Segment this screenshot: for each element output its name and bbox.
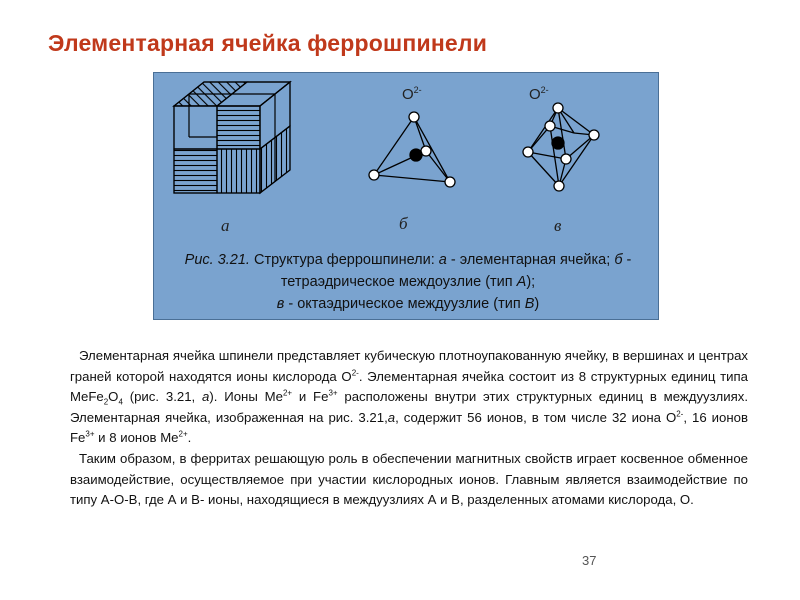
- figure-panel: [153, 72, 659, 320]
- unit-cell-cube: [174, 82, 290, 193]
- paragraph-1: Элементарная ячейка шпинели представляет кубическую плотноупакованную ячейку, в вершинах и центрах граней которой находятся ионы кислорода $O^{2-}$. Элементарная ячейка состоит из 8 структурных единиц типа $MeFe_2O_4$ (рис. 3.21, а). Ионы $Me^{2+}$ и $Fe^{3+}$ расположены внутри этих структурных единиц в междуузлиях. Элементарная ячейка, изображенная на рис. 3.21,а, содержит 56 ионов, в том числе 32 иона $O^{2-}$, 16 ионов $Fe^{3+}$ и 8 ионов $Me^{2+}$.: [70, 348, 749, 446]
- figure-caption: Рис. 3.21. Структура феррошпинели: а - элементарная ячейка; б - тетраэдрическое междоузлие (тип А); в - октаэдрическое междуузлие (тип В): [184, 252, 632, 312]
- body-text: [70, 346, 748, 511]
- label-v: в: [554, 216, 562, 235]
- tetrahedral-site: [369, 112, 455, 187]
- slide-title: Элементарная ячейка феррошпинели: [48, 30, 488, 56]
- label-a: а: [221, 216, 230, 235]
- oxygen-ion-label-c: $O^{2-}$: [529, 85, 549, 103]
- label-b: б: [399, 214, 408, 233]
- octahedral-site: [523, 103, 599, 191]
- paragraph-2: Таким образом, в ферритах решающую роль в обеспечении магнитных свойств играет косвенное обменное взаимодействие, осуществляемое при участии кислородных ионов. Главным является взаимодействие по типу А-О-В, где А и В- ионы, находящиеся в междуузлиях А и В, разделенных атомами кислорода, О.: [70, 450, 748, 508]
- oxygen-ion-label-b: $O^{2-}$: [402, 85, 422, 103]
- page-number: 37: [582, 553, 597, 568]
